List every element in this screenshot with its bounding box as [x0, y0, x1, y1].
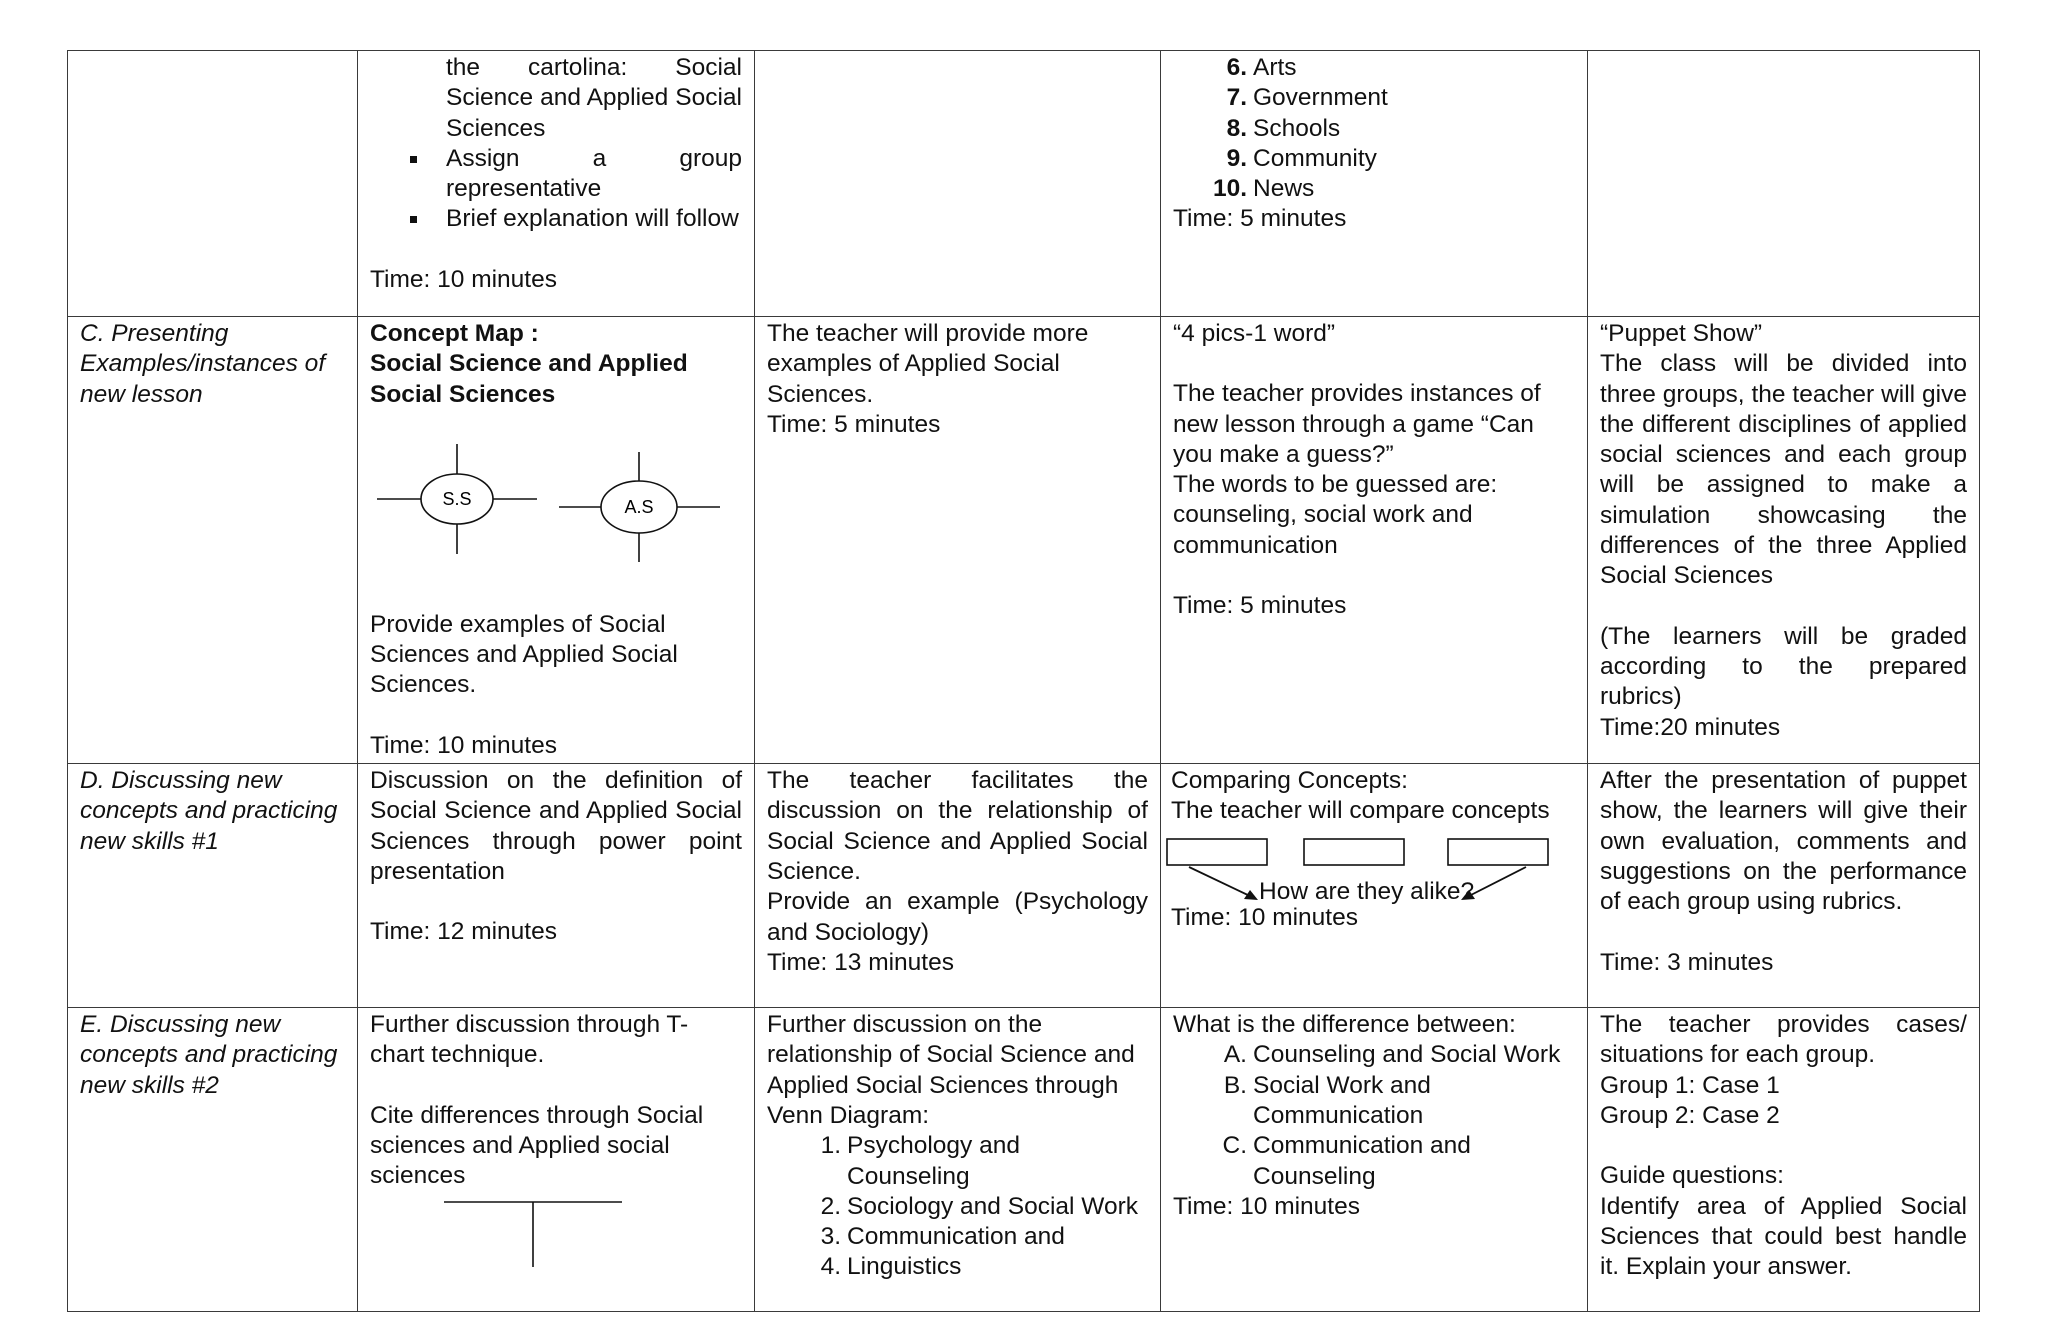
- group-1-text: Group 1: Case 1: [1600, 1071, 1780, 1099]
- row-c-col3-cell: [755, 317, 1161, 764]
- time-text: Time: 3 minutes: [1600, 948, 1774, 976]
- map-node-ss: S.S: [442, 488, 472, 509]
- row-d-col5-cell: [1588, 764, 1980, 1008]
- time-text: Time: 5 minutes: [767, 410, 941, 438]
- time-text: Time: 5 minutes: [1173, 592, 1347, 620]
- puppet-show-description: The class will be divided into three groups, the teacher will give the different disciplines of applied social sciences and each group will be assigned to make a simulation showcasing the differences of the three Applied Social Sciences: [1600, 350, 1967, 590]
- time-text: Time: 10 minutes: [370, 731, 557, 759]
- list-item: Assign a group representative: [446, 144, 742, 205]
- list-item: 8. Schools: [1226, 114, 1341, 142]
- differences-text: Cite differences through Social sciences and Applied social sciences: [370, 1101, 704, 1190]
- concept-map-diagram: [370, 410, 742, 610]
- list-item: C. Communication and Counseling: [1222, 1132, 1471, 1190]
- time-text: Time: 10 minutes: [370, 265, 557, 293]
- cases-text: The teacher provides cases/ situations for each group.: [1600, 1011, 1967, 1069]
- row-d-col2-cell: [358, 764, 755, 1008]
- row-a-col3-cell: [755, 51, 1161, 317]
- difference-list: [1173, 1040, 1575, 1191]
- time-text: Time: 13 minutes: [767, 948, 954, 976]
- row-e-col3-cell: [755, 1008, 1161, 1312]
- row-e-col2-cell: [358, 1008, 755, 1312]
- t-chart-diagram: [370, 1192, 742, 1272]
- map-node-as: A.S: [624, 496, 654, 517]
- row-label: C. Presenting Examples/instances of new lesson: [68, 317, 358, 764]
- comparison-diagram: [1171, 827, 1577, 903]
- example-text: Provide an example (Psychology and Sociology): [767, 888, 1148, 946]
- list-item: 7. Government: [1226, 84, 1388, 112]
- list-item: 6. Arts: [1226, 54, 1297, 81]
- bullet-list: [370, 144, 742, 235]
- row-d-col4-cell: [1161, 764, 1588, 1008]
- group-2-text: Group 2: Case 2: [1600, 1101, 1780, 1129]
- row-e-col4-cell: [1161, 1008, 1588, 1312]
- guide-questions-text: Identify area of Applied Social Sciences that could best handle it. Explain your answer.: [1600, 1192, 1967, 1281]
- time-text: Time:20 minutes: [1600, 713, 1781, 741]
- game-description: The teacher provides instances of new lesson through a game “Can you make a guess?”: [1173, 380, 1541, 468]
- concept-map-subtitle: Social Science and Applied Social Sciences: [370, 350, 688, 408]
- row-a-col5-cell: [1588, 51, 1980, 317]
- time-text: Time: 10 minutes: [1173, 1192, 1360, 1220]
- table-row-c: [68, 317, 1980, 764]
- row-e-col5-cell: [1588, 1008, 1980, 1312]
- comparison-question: How are they alike?: [1259, 877, 1475, 905]
- table-row-e: [68, 1008, 1980, 1312]
- cartolina-text: the cartolina: Social Science and Applied Social Sciences: [446, 54, 742, 142]
- row-label: E. Discussing new concepts and practicing new skills #2: [68, 1008, 358, 1312]
- row-c-col2-cell: [358, 317, 755, 764]
- list-item: 4. Linguistics: [820, 1253, 962, 1281]
- time-text: Time: 10 minutes: [1171, 903, 1358, 931]
- time-text: Time: 5 minutes: [1173, 205, 1347, 233]
- comparing-text: The teacher will compare concepts: [1171, 797, 1550, 825]
- comparing-title: Comparing Concepts:: [1171, 767, 1408, 795]
- puppet-show-title: “Puppet Show”: [1600, 320, 1763, 347]
- game-title: “4 pics-1 word”: [1173, 320, 1336, 347]
- row-d-col3-cell: [755, 764, 1161, 1008]
- examples-text: The teacher will provide more examples of Applied Social Sciences.: [767, 320, 1089, 408]
- row-a-label-cell: [68, 51, 358, 317]
- facilitation-text: The teacher facilitates the discussion on the relationship of Social Science and Applied Social Science.: [767, 767, 1148, 885]
- list-item: 3. Communication and: [820, 1223, 1065, 1251]
- list-item: Brief explanation will follow: [446, 204, 742, 234]
- list-item: B. Social Work and Communication: [1223, 1071, 1431, 1129]
- table-row-continuation: [68, 51, 1980, 317]
- row-a-col4-cell: [1161, 51, 1588, 317]
- row-c-col4-cell: [1161, 317, 1588, 764]
- list-item: 10. News: [1212, 175, 1315, 203]
- row-label: D. Discussing new concepts and practicing new skills #1: [68, 764, 358, 1008]
- discussion-text: Discussion on the definition of Social Science and Applied Social Sciences through power point presentation: [370, 767, 742, 885]
- row-a-col2-cell: [358, 51, 755, 317]
- lesson-plan-table: [67, 50, 1980, 1312]
- venn-text: Further discussion on the relationship of Social Science and Applied Social Sciences through Venn Diagram:: [767, 1011, 1135, 1129]
- numbered-list: [1173, 53, 1575, 204]
- difference-question: What is the difference between:: [1173, 1011, 1516, 1039]
- evaluation-text: After the presentation of puppet show, the learners will give their own evaluation, comments and suggestions on the performance of each group using rubrics.: [1600, 767, 1967, 916]
- time-text: Time: 12 minutes: [370, 918, 557, 946]
- grading-note: (The learners will be graded according to the prepared rubrics): [1600, 622, 1967, 711]
- row-c-col5-cell: [1588, 317, 1980, 764]
- concept-map-instruction: Provide examples of Social Sciences and Applied Social Sciences.: [370, 610, 678, 699]
- list-item: 1. Psychology and Counseling: [820, 1132, 1020, 1190]
- guide-questions-title: Guide questions:: [1600, 1162, 1784, 1190]
- table-row-d: [68, 764, 1980, 1008]
- t-chart-text: Further discussion through T-chart technique.: [370, 1011, 689, 1069]
- list-item: A. Counseling and Social Work: [1223, 1041, 1561, 1069]
- concept-map-title: Concept Map :: [370, 320, 539, 347]
- venn-list: [767, 1131, 1148, 1282]
- list-item: 9. Community: [1226, 144, 1377, 172]
- list-item: 2. Sociology and Social Work: [820, 1192, 1138, 1220]
- guess-words: The words to be guessed are: counseling, social work and communication: [1173, 471, 1498, 559]
